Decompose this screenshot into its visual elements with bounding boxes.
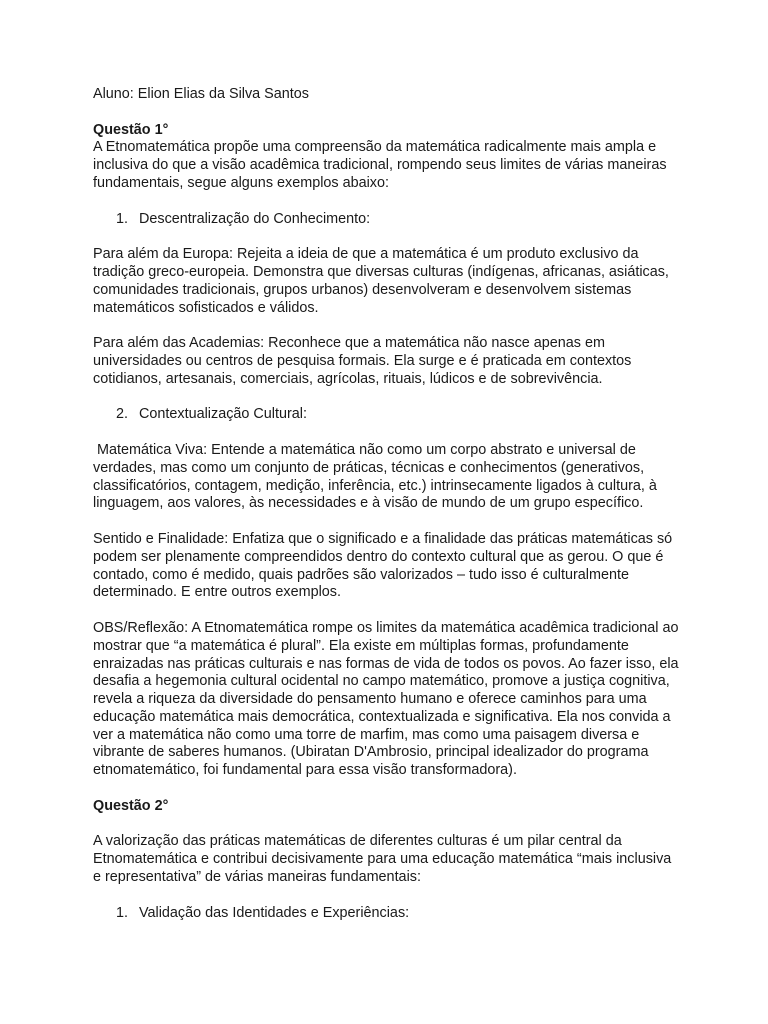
paragraph-sentido: Sentido e Finalidade: Enfatiza que o significado e a finalidade das práticas matemáticas só podem ser plenamente compreendidos dentro do contexto cultural que as gerou. O que é contado, como é medido, quais padrões são valorizados – tudo isso é culturalmente determinado. E entre outros exemplos. (93, 530, 673, 601)
paragraph-matematica-viva: Matemática Viva: Entende a matemática não como um corpo abstrato e universal de verdades, mas como um conjunto de práticas, técnicas e conhecimentos (generativos, classificatórios, contagem, medição, inferência, etc.) intrinsecamente ligados à cultura, à linguagem, aos valores, às necessidades e à visão de mundo de um grupo específico. (93, 441, 661, 512)
list-item-number: 1. (116, 210, 129, 227)
question-2-heading: Questão 2° (93, 797, 169, 814)
spacer (93, 193, 683, 211)
spacer (93, 228, 683, 246)
paragraph-obs-reflexao: OBS/Reflexão: A Etnomatemática rompe os limites da matemática acadêmica tradicional ao mostrar que “a matemática é plural”. Ela existe em múltiplas formas, profundamente enraizadas nas práticas culturais e nas formas de vida de todos os povos. Ao fazer isso, ela desafia a hegemonia cultural ocidental no campo matemático, promove a justiça cognitiva, revela a riqueza da diversidade do pensamento humano e oferece caminhos para uma educação matemática mais democrática, contextualizada e significativa. Ela nos convida a ver a matemática não como uma torre de marfim, mas como uma paisagem diversa e vibrante de saberes humanos. (Ubiratan D'Ambrosio, principal idealizador do programa etnomatemático, foi fundamental para essa visão transformadora). (93, 619, 679, 779)
spacer (93, 389, 683, 407)
spacer (93, 780, 683, 798)
spacer (93, 104, 683, 122)
list-item-label: Descentralização do Conhecimento: (139, 210, 371, 227)
list-item (93, 211, 683, 229)
spacer (93, 317, 683, 335)
list-item-label: Validação das Identidades e Experiências: (139, 904, 410, 921)
spacer (93, 513, 683, 531)
question-1-intro: A Etnomatemática propõe uma compreensão da matemática radicalmente mais ampla e inclusiva do que a visão acadêmica tradicional, rompendo seus limites de várias maneiras fundamentais, segue alguns exemplos abaixo: (93, 139, 667, 191)
spacer (93, 424, 683, 442)
question-1-heading: Questão 1° (93, 121, 169, 138)
spacer (93, 887, 683, 905)
question-2-intro: A valorização das práticas matemáticas de diferentes culturas é um pilar central da Etnomatemática e contribui decisivamente para uma educação matemática “mais inclusiva e representativa” de várias maneiras fundamentais: (93, 833, 672, 886)
student-name: Aluno: Elion Elias da Silva Santos (93, 86, 309, 102)
spacer (93, 816, 683, 834)
spacer (93, 602, 683, 620)
list-item (93, 406, 683, 424)
list-item-label: Contextualização Cultural: (139, 406, 307, 423)
list-item (93, 905, 683, 923)
list-item-number: 2. (116, 406, 129, 423)
paragraph-academias: Para além das Academias: Reconhece que a matemática não nasce apenas em universidades ou centros de pesquisa formais. Ela surge e é praticada em contextos cotidianos, artesanais, comerciais, agrícolas, rituais, lúdicos e de sobrevivência. (93, 335, 632, 387)
document-page (93, 86, 683, 922)
paragraph-europa: Para além da Europa: Rejeita a ideia de que a matemática é um produto exclusivo da tradição greco-europeia. Demonstra que diversas culturas (indígenas, africanas, asiáticas, comunidades tradicionais, grupos urbanos) desenvolveram e desenvolvem sistemas matemáticos sofisticados e válidos. (93, 246, 669, 316)
list-item-number: 1. (116, 904, 129, 921)
